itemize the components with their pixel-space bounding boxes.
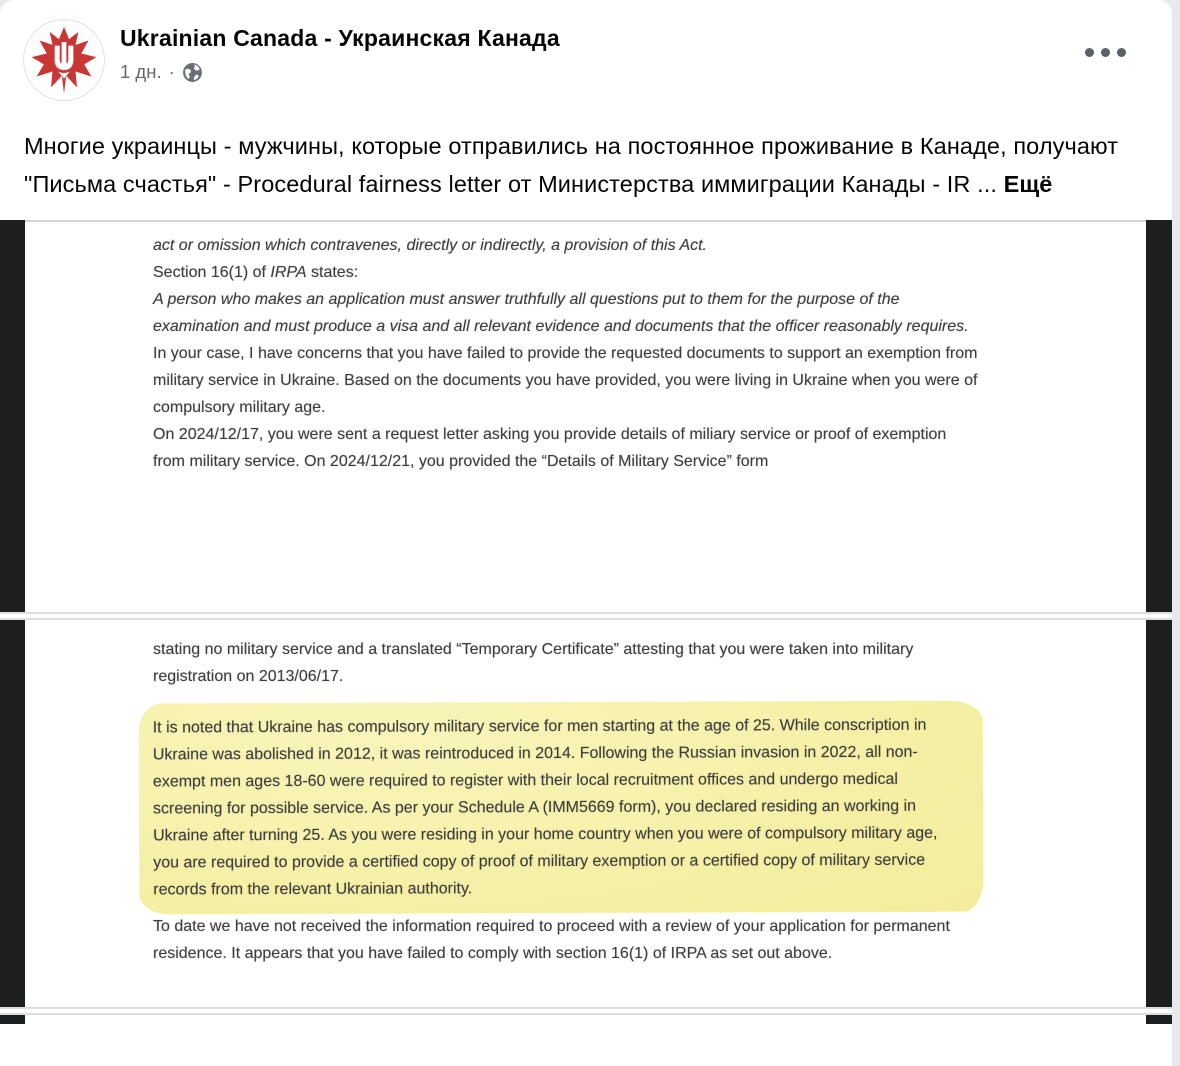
post-options-button[interactable] xyxy=(1079,42,1132,63)
act-name: IRPA xyxy=(270,264,307,281)
see-more-link[interactable]: Ещё xyxy=(1003,170,1053,197)
image-segment-divider xyxy=(0,612,1172,620)
letter-paragraph-request: On 2024/12/17, you were sent a request letter asking you provide details of miliary service or proof of exemption from military service. On 2024/12/21, you provided the “Details of Military Service” form xyxy=(153,426,947,470)
letter-page-1 xyxy=(25,220,1146,612)
post-header-text xyxy=(120,20,560,83)
section-suffix: states: xyxy=(306,264,359,281)
letter-paragraph-stating: stating no military service and a translated “Temporary Certificate” attesting that you were taken into military registration on 2013/06/17. xyxy=(153,641,914,685)
letter-page-2 xyxy=(25,620,1146,1007)
letter-image-segment-1 xyxy=(0,220,1172,612)
ellipsis-icon xyxy=(1101,48,1110,57)
ellipsis-icon xyxy=(1085,48,1094,57)
meta-separator: · xyxy=(168,61,175,82)
letter-section-line xyxy=(153,259,978,286)
highlighted-passage xyxy=(139,701,984,915)
post-body-text: Многие украинцы - мужчины, которые отправились на постоянное проживание в Канаде, получают "Письма счастья" - Procedural fairness letter от Министерства иммиграции Канады - IR ... xyxy=(24,133,1119,197)
letter-paragraph-todate: To date we have not received the information required to proceed with a review of your application for permanent residence. It appears that you have failed to comply with section 16(1) of IRPA as set out above. xyxy=(153,918,950,962)
letter-paragraph-highlighted: It is noted that Ukraine has compulsory military service for men starting at the age of 25. While conscription in Ukraine was abolished in 2012, it was reintroduced in 2014. Following the Russian invasion in 2022, all non-exempt men ages 18-60 were required to register with their local recruitment offices and undergo medical screening for possible service. As per your Schedule A (IMM5669 form), you declared residing an working in Ukraine after turning 25. As you were residing in your home country when you were of compulsory military age, you are required to provide a certified copy of proof of military exemption or a certified copy of military service records from the relevant Ukrainian authority. xyxy=(152,716,938,899)
globe-privacy-icon xyxy=(182,62,203,83)
letter-image-segment-3 xyxy=(0,1015,1172,1024)
letter-image-segment-2 xyxy=(0,620,1172,1007)
image-segment-divider xyxy=(0,1007,1172,1015)
post-attachment-image[interactable] xyxy=(0,220,1172,1024)
post-meta xyxy=(120,61,560,83)
maple-leaf-trident-logo xyxy=(28,24,100,96)
letter-quoted-provision: A person who makes an application must answer truthfully all questions put to them for the purpose of the examination and must produce a visa and all relevant evidence and documents that the officer reasonably requires. xyxy=(153,291,969,335)
post-timestamp[interactable]: 1 дн. xyxy=(120,61,162,82)
page-name-link[interactable]: Ukrainian Canada - Украинская Канада xyxy=(120,25,560,51)
section-prefix: Section 16(1) of xyxy=(153,264,271,281)
page-avatar[interactable] xyxy=(24,20,104,100)
post-text xyxy=(24,128,1146,203)
letter-fragment: act or omission which contravenes, directly or indirectly, a provision of this Act. xyxy=(153,237,707,254)
letter-page-3 xyxy=(25,1015,1146,1024)
ellipsis-icon xyxy=(1117,48,1126,57)
post-header xyxy=(0,0,1172,100)
letter-paragraph-concerns: In your case, I have concerns that you have failed to provide the requested documents to support an exemption from military service in Ukraine. Based on the documents you have provided, you were living in Ukraine when you were of compulsory military age. xyxy=(153,345,978,416)
